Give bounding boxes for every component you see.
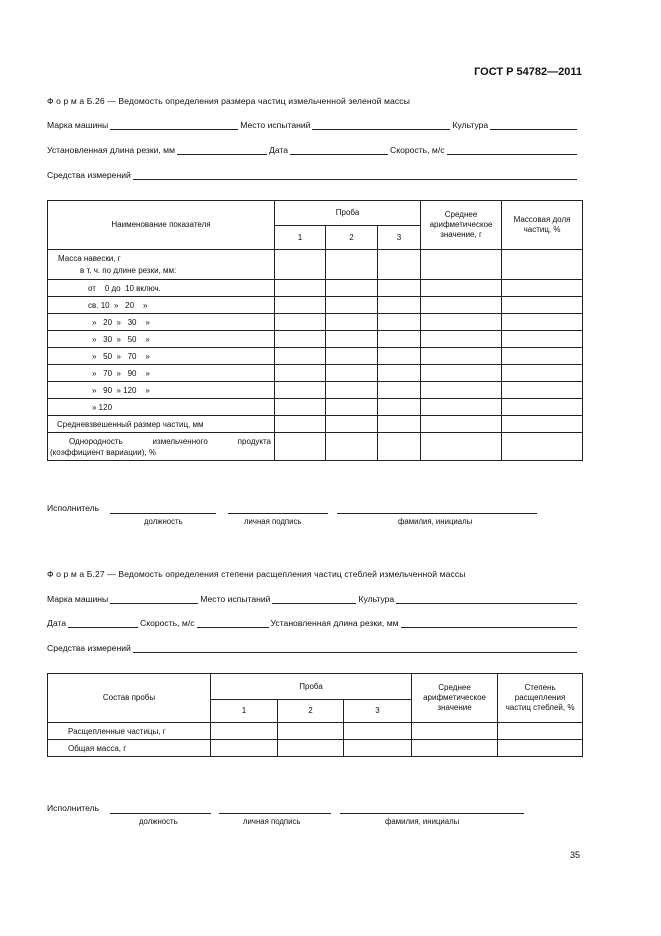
form27-caption-signature: личная подпись bbox=[243, 817, 301, 826]
form27-field-date[interactable] bbox=[68, 618, 138, 628]
form27-field-crop[interactable] bbox=[396, 594, 577, 604]
form27-field-place[interactable] bbox=[272, 594, 356, 604]
form26-field-date[interactable] bbox=[290, 145, 388, 155]
form26-sample-2: 2 bbox=[326, 226, 378, 250]
form26-caption-position: должность bbox=[144, 517, 183, 526]
row-label: » 50 » 70 » bbox=[48, 348, 275, 365]
form27-position-field[interactable] bbox=[110, 804, 211, 814]
form26-sample-3: 3 bbox=[378, 226, 421, 250]
form26-header-indicator: Наименование показателя bbox=[48, 201, 275, 250]
form26-field-crop[interactable] bbox=[490, 120, 577, 130]
row-label: от 0 до 10 включ. bbox=[48, 280, 275, 297]
table-row bbox=[48, 382, 583, 399]
form27-caption-name: фамилия, инициалы bbox=[385, 817, 460, 826]
row-label: Общая масса, г bbox=[48, 740, 211, 757]
form26-header-share: Массовая доля частиц, % bbox=[502, 201, 583, 250]
form26-field-cut-length[interactable] bbox=[177, 145, 267, 155]
form26-field-place[interactable] bbox=[312, 120, 450, 130]
form26-name-field[interactable] bbox=[337, 504, 537, 514]
form26-label-machine: Марка машины bbox=[47, 120, 109, 130]
form26-line1 bbox=[47, 120, 579, 130]
form26-field-speed[interactable] bbox=[447, 145, 577, 155]
form26-label-date: Дата bbox=[269, 145, 289, 155]
form27-sample-1: 1 bbox=[211, 700, 278, 723]
form27-header-degree: Степень расщепления частиц стеблей, % bbox=[498, 674, 583, 723]
form27-line2 bbox=[47, 618, 579, 628]
row-label: » 20 » 30 » bbox=[48, 314, 275, 331]
form26-header-mean: Среднее арифметическое значение, г bbox=[421, 201, 502, 250]
table-row bbox=[48, 348, 583, 365]
form26-position-field[interactable] bbox=[110, 504, 216, 514]
form26-caption-name: фамилия, инициалы bbox=[398, 517, 473, 526]
table-row bbox=[48, 740, 583, 757]
table-row bbox=[48, 280, 583, 297]
form27-field-instruments[interactable] bbox=[133, 643, 577, 653]
form27-line3 bbox=[47, 643, 579, 653]
row-label: » 30 » 50 » bbox=[48, 331, 275, 348]
form27-label-crop: Культура bbox=[358, 594, 395, 604]
form27-table bbox=[47, 673, 583, 757]
form26-executor-label: Исполнитель bbox=[47, 503, 100, 513]
table-row bbox=[48, 250, 583, 280]
form27-label-place: Место испытаний bbox=[200, 594, 271, 604]
form26-line2 bbox=[47, 145, 579, 155]
form27-label-cut-length: Установленная длина резки, мм bbox=[270, 618, 399, 628]
form27-field-machine[interactable] bbox=[110, 594, 198, 604]
row-label: (коэффициент вариации), % bbox=[50, 447, 156, 457]
form26-table bbox=[47, 200, 583, 461]
row-label: Расщепленные частицы, г bbox=[48, 723, 211, 740]
table-row bbox=[48, 314, 583, 331]
table-row bbox=[48, 399, 583, 416]
form27-sample-2: 2 bbox=[278, 700, 344, 723]
row-label: Однородность измельченного продукта bbox=[69, 436, 271, 446]
row-label: » 70 » 90 » bbox=[48, 365, 275, 382]
form27-field-cut-length[interactable] bbox=[401, 618, 577, 628]
form26-line3 bbox=[47, 170, 579, 180]
form27-line1 bbox=[47, 594, 579, 604]
form27-label-speed: Скорость, м/с bbox=[140, 618, 195, 628]
form27-header-mean: Среднее арифметическое значение bbox=[412, 674, 498, 723]
table-row bbox=[48, 723, 583, 740]
document-header: ГОСТ Р 54782—2011 bbox=[474, 66, 582, 78]
table-row bbox=[48, 297, 583, 314]
row-label: в т. ч. по длине резки, мм: bbox=[80, 265, 177, 275]
form26-field-machine[interactable] bbox=[110, 120, 238, 130]
row-label: Средневзвешенный размер частиц, мм bbox=[48, 416, 275, 433]
row-label: Масса навески, г bbox=[58, 253, 121, 263]
form26-signature-field[interactable] bbox=[228, 504, 328, 514]
row-label: св. 10 » 20 » bbox=[48, 297, 275, 314]
form26-label-place: Место испытаний bbox=[240, 120, 311, 130]
form27-label-instruments: Средства измерений bbox=[47, 643, 131, 653]
form26-caption-signature: личная подпись bbox=[244, 517, 302, 526]
form26-label-crop: Культура bbox=[452, 120, 489, 130]
table-row bbox=[48, 433, 583, 461]
form27-sample-3: 3 bbox=[344, 700, 412, 723]
table-row bbox=[48, 331, 583, 348]
form27-label-date: Дата bbox=[47, 618, 67, 628]
form27-header-composition: Состав пробы bbox=[48, 674, 211, 723]
form26-header-sample: Проба bbox=[275, 201, 421, 226]
form26-title: Ф о р м а Б.26 — Ведомость определения размера частиц измельченной зеленой массы bbox=[47, 96, 410, 106]
form27-header-sample: Проба bbox=[211, 674, 412, 700]
form26-label-cut-length: Установленная длина резки, мм bbox=[47, 145, 176, 155]
table-row bbox=[48, 416, 583, 433]
form27-executor-label: Исполнитель bbox=[47, 803, 100, 813]
form26-field-instruments[interactable] bbox=[133, 170, 577, 180]
form27-title: Ф о р м а Б.27 — Ведомость определения степени расщепления частиц стеблей измельченной массы bbox=[47, 569, 466, 579]
form27-field-speed[interactable] bbox=[197, 618, 269, 628]
form27-signature-field[interactable] bbox=[219, 804, 331, 814]
form26-label-instruments: Средства измерений bbox=[47, 170, 131, 180]
table-row bbox=[48, 365, 583, 382]
page-number: 35 bbox=[569, 850, 580, 860]
form27-caption-position: должность bbox=[139, 817, 178, 826]
form27-name-field[interactable] bbox=[340, 804, 524, 814]
form27-label-machine: Марка машины bbox=[47, 594, 109, 604]
row-label: » 90 » 120 » bbox=[48, 382, 275, 399]
form26-label-speed: Скорость, м/с bbox=[390, 145, 445, 155]
form26-sample-1: 1 bbox=[275, 226, 326, 250]
row-label: » 120 bbox=[48, 399, 275, 416]
